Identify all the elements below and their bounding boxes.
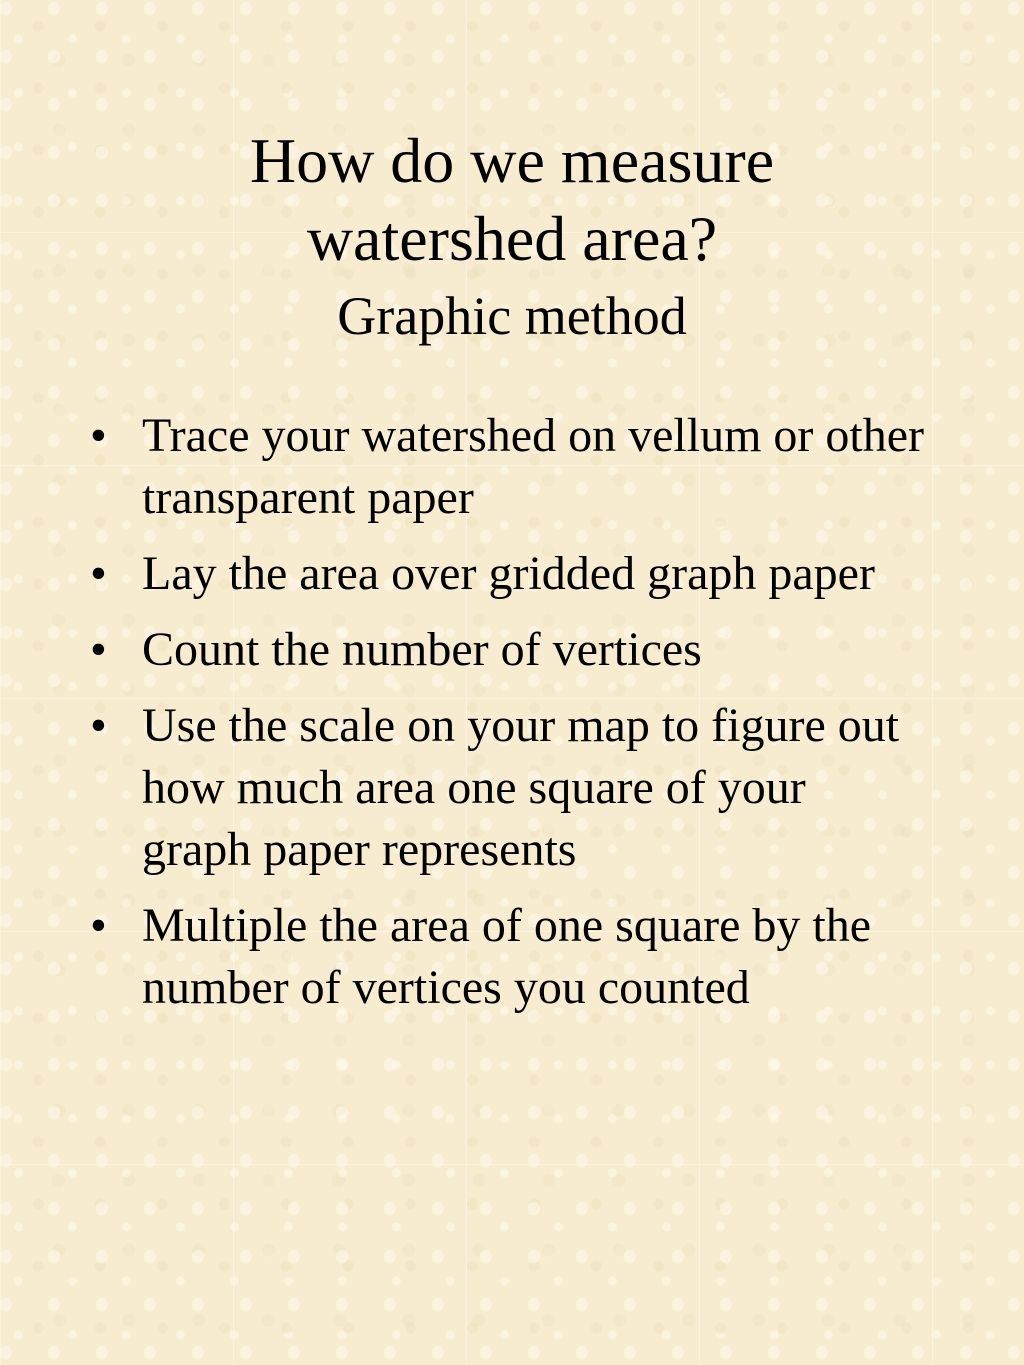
slide-title-line-1: How do we measure xyxy=(249,125,775,196)
bullet-list xyxy=(84,405,924,1033)
bullet-item xyxy=(84,405,924,529)
bullet-item xyxy=(84,543,924,605)
bullet-item xyxy=(84,695,924,881)
bullet-text: Lay the area over gridded graph paper xyxy=(142,547,875,600)
bullet-text: Count the number of vertices xyxy=(142,623,702,676)
slide-subtitle: Graphic method xyxy=(337,286,687,346)
bullet-icon: • xyxy=(90,699,107,752)
bullet-text: Trace your watershed on vellum or other transparent paper xyxy=(142,409,925,524)
bullet-icon: • xyxy=(90,623,107,676)
bullet-text: Multiple the area of one square by the number of vertices you counted xyxy=(142,899,872,1014)
bullet-icon: • xyxy=(90,547,107,600)
title-block xyxy=(80,122,944,354)
bullet-item xyxy=(84,895,924,1019)
bullet-icon: • xyxy=(90,899,107,952)
bullet-text: Use the scale on your map to figure out how much area one square of your graph paper represents xyxy=(142,699,900,876)
slide-title-line-2: watershed area? xyxy=(306,203,718,274)
bullet-item xyxy=(84,619,924,681)
bullet-icon: • xyxy=(90,409,107,462)
